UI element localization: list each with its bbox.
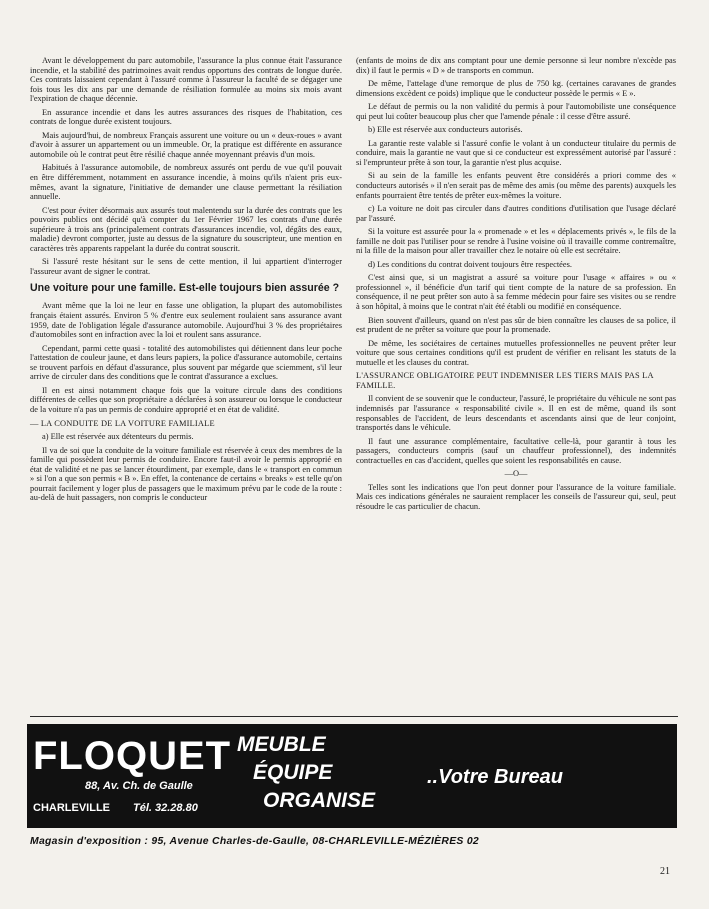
paragraph: (enfants de moins de dix ans comptant pour une demie personne si leur nombre n'excède pas dix) il faut le permis « D » de transports en commun.	[356, 56, 676, 75]
paragraph: Mais aujourd'hui, de nombreux Français assurent une voiture ou un « deux-roues » avant d'avoir à assurer un appartement ou un immeuble. Or, la pratique est différente en assurance automobile où le contrat peut être résilié chaque année moyennant préavis d'un mois.	[30, 130, 342, 159]
list-item: a) Elle est réservée aux détenteurs du permis.	[42, 432, 194, 442]
left-column	[30, 56, 342, 507]
brand-logo: FLOQUET	[33, 734, 232, 778]
ad-slogan-line: ORGANISE	[263, 789, 376, 812]
paragraph: Si la voiture est assurée pour la « promenade » et les « déplacements privés », le fils de la famille ne doit pas l'utiliser pour se rendre à l'usine voisine où il travaille comme contremaître, ni la fille de la maison pour aller travailler chez le notaire où elle est secrétaire.	[356, 227, 676, 256]
advertisement	[27, 724, 677, 828]
paragraph: Telles sont les indications que l'on peut donner pour l'assurance de la voiture familiale. Mais ces indications générales ne sauraient remplacer les conseils de l'assureur qui, seul, peut résoudre le cas particulier de chacun.	[356, 482, 676, 511]
paragraph: De même, les sociétaires de certaines mutuelles professionnelles ne peuvent prêter leur voiture que sous certaines conditions qu'il est prudent de vérifier en relisant les statuts de la mutuelle et les clauses du contrat.	[356, 338, 676, 367]
section-heading: Une voiture pour une famille. Est-elle toujours bien assurée ?	[30, 282, 340, 295]
list-item: b) Elle est réservée aux conducteurs autorisés.	[368, 125, 523, 135]
paragraph: Il va de soi que la conduite de la voiture familiale est réservée à ceux des membres de la famille qui possèdent leur permis de conduire. Encore faut-il avoir le permis approprié en état de validité et ne pas se lancer étourdiment, par exemple, dans le « transport en commun » si l'on a que son permis « B ». En effet, la contenance de certains « breaks » est telle qu'on pourrait facilement y loger plus de passagers que le maximum prévu par le code de la route : au-delà de huit passagers, non compris le conducteur	[30, 445, 342, 503]
list-item: d) Les conditions du contrat doivent toujours être respectées.	[368, 259, 572, 269]
ad-slogan-line: MEUBLE	[237, 733, 326, 756]
divider	[30, 716, 678, 717]
subsection-heading: — LA CONDUITE DE LA VOITURE FAMILIALE	[30, 418, 215, 428]
ad-footer: Magasin d'exposition : 95, Avenue Charles-de-Gaulle, 08-CHARLEVILLE-MÉZIÈRES 02	[30, 836, 480, 847]
paragraph: Avant même que la loi ne leur en fasse une obligation, la plupart des automobilistes français étaient assurés. Environ 5 % d'entre eux seulement roulaient sans assurance avant 1959, date de l'obligation légale d'assurance automobile. Aujourd'hui 3 % des propriétaires d'automobiles sont en infraction avec la loi et roulent sans assurance.	[30, 301, 342, 340]
paragraph: Le défaut de permis ou la non validité du permis à pour l'automobiliste une conséquence qui peut lui coûter beaucoup plus cher que l'amende pénale : il cesse d'être assuré.	[356, 102, 676, 121]
paragraph: La garantie reste valable si l'assuré confie le volant à un conducteur titulaire du permis de conduire, mais la garantie ne vaut que si ce conducteur est expressément autorisé par l'assuré : si l'emprunteur prête à son tour, la garantie n'est plus acquise.	[356, 138, 676, 167]
ad-slogan-line: ÉQUIPE	[253, 761, 333, 784]
paragraph: C'est pour éviter désormais aux assurés tout malentendu sur la durée des contrats que les pouvoirs publics ont décidé qu'à compter du 1er Février 1967 les contrats d'une durée supérieure à trois ans (principalement contrats d'assurances incendie, vol, dégâts des eaux, maladie) devront comporter, juste au dessus de la signature du souscripteur, une mention en caractères très apparents rappelant la durée du contrat souscrit.	[30, 205, 342, 253]
page-number: 21	[660, 866, 670, 877]
separator: —O—	[504, 469, 528, 479]
paragraph: Il convient de se souvenir que le conducteur, l'assuré, le propriétaire du véhicule ne sont pas indemnisés par l'assurance « responsabilité civile ». Il en est de même, quand ils sont responsables de l'accident, de leurs descendants et ascendants ainsi que de leur conjoint, transportés dans le véhicule.	[356, 394, 676, 433]
paragraph: Il en est ainsi notamment chaque fois que la voiture circule dans des conditions différentes de celles que son propriétaire a déclarées à son assureur ou lorsque le conducteur de la voiture n'a pas un permis de conduire approprié et en état de validité.	[30, 385, 342, 414]
subsection-heading: L'ASSURANCE OBLIGATOIRE PEUT INDEMNISER LES TIERS MAIS PAS LA FAMILLE.	[356, 371, 654, 390]
paragraph: Si l'assuré reste hésitant sur le sens de cette mention, il lui appartient d'interroger l'assureur avant de signer le contrat.	[30, 257, 342, 276]
paragraph: C'est ainsi que, si un magistrat a assuré sa voiture pour l'usage « affaires » ou « professionnel », il bénéficie d'un tarif qui tient compte de la nature de sa profession. En conséquence, il ne peut prêter son auto à sa femme médecin pour faire ses visites ou se rendre à son hôpital, à moins que le contrat n'ait été établi ou modifié en conséquence.	[356, 273, 676, 312]
ad-address: 88, Av. Ch. de Gaulle	[85, 780, 193, 792]
paragraph: En assurance incendie et dans les autres assurances des risques de l'habitation, ces contrats de longue durée existent toujours.	[30, 107, 342, 127]
paragraph: De même, l'attelage d'une remorque de plus de 750 kg. (certaines caravanes de grandes dimensions excèdent ce poids) implique que le conducteur possède le permis « E ».	[356, 79, 676, 98]
right-column	[356, 56, 676, 515]
paragraph: Avant le développement du parc automobile, l'assurance la plus connue était l'assurance incendie, et la stabilité des patrimoines avait rendus opportuns des contrats de longue durée. Ces contrats laissaient cependant à l'assuré comme à l'assureur la faculté de se dégager une fois tous les dix ans par une demande de résiliation formulée au moins six mois avant l'expiration de chaque décennie.	[30, 56, 342, 104]
paragraph: Habitués à l'assurance automobile, de nombreux assurés ont perdu de vue qu'il pouvait en être différemment, notamment en assurance incendie, à moins qu'ils n'aient pris eux-mêmes, avant la signature, l'initiative de demander une clause permettant la résiliation annuelle.	[30, 163, 342, 202]
ad-phone: Tél. 32.28.80	[133, 802, 198, 814]
paragraph: Si au sein de la famille les enfants peuvent être considérés a priori comme des « conducteurs autorisés » il n'en serait pas de même des amis (ou même des parents) auxquels les enfants pourraient être tentés de prêter eux-mêmes la voiture.	[356, 171, 676, 200]
paragraph: Il faut une assurance complémentaire, facultative celle-là, pour garantir à tous les passagers, conducteurs compris (sauf un chauffeur professionnel), des indemnités contractuelles en cas d'accident, quelles que soient les responsabilités en cause.	[356, 436, 676, 465]
paragraph: Cependant, parmi cette quasi - totalité des automobilistes qui détiennent dans leur poche l'attestation de couleur jaune, et dans leurs papiers, la police d'assurance automobile, certains se trouvent parfois en défaut d'assurance, plus souvent par mégarde que sciemment, s'il leur arrive de circuler dans des conditions que le contrat d'assurance a exclues.	[30, 343, 342, 382]
paragraph: Bien souvent d'ailleurs, quand on n'est pas sûr de bien connaître les clauses de sa police, il est prudent de ne prêter sa voiture que pour la promenade.	[356, 315, 676, 335]
ad-slogan: ..Votre Bureau	[427, 766, 563, 788]
ad-city: CHARLEVILLE	[33, 802, 110, 814]
list-item: c) La voiture ne doit pas circuler dans d'autres conditions d'utilisation que l'usage déclaré par l'assuré.	[356, 204, 676, 223]
